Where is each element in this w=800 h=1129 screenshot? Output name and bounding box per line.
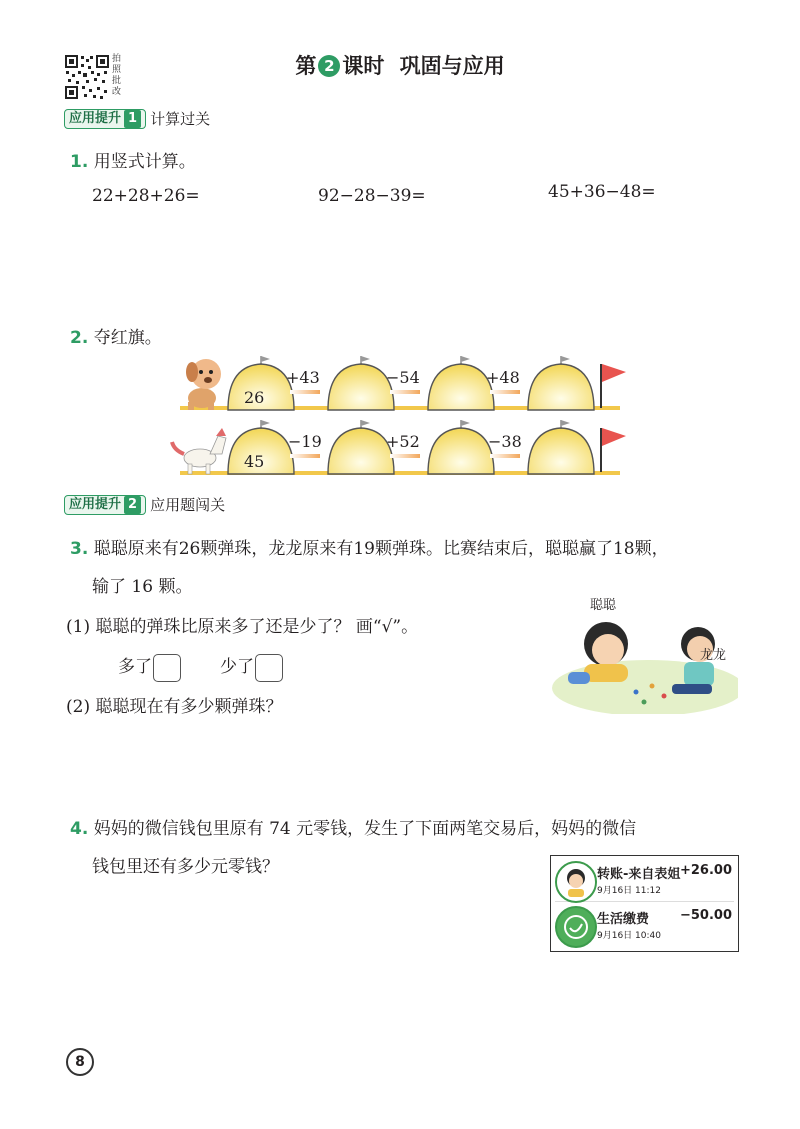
section-tag-label: 应用提升 (69, 496, 122, 512)
op-row2-3: −38 (488, 432, 522, 451)
gate-2-3 (424, 420, 498, 480)
transaction-time-2: 9月16日 10:40 (597, 931, 661, 941)
gate-2-4 (524, 420, 598, 480)
label-longlong: 龙龙 (700, 648, 727, 663)
option-less-checkbox[interactable] (255, 654, 283, 682)
dog-icon (186, 359, 221, 410)
transaction-amount-2: −50.00 (679, 908, 732, 923)
wechat-wallet-card (550, 855, 739, 952)
question-text-4-line1: 妈妈的微信钱包里原有 74 元零钱，发生了下面两笔交易后，妈妈的微信 (93, 819, 637, 839)
sub-question-3-1: (1) 聪聪的弹珠比原来多了还是少了？ 画“√”。 (66, 617, 419, 637)
arrow-row1-1 (290, 390, 320, 394)
calc-item-1: 22+28+26= (92, 186, 200, 206)
gate-1-4 (524, 356, 598, 416)
question-3 (70, 534, 750, 559)
avatar-girl-icon (555, 861, 597, 903)
op-row2-2: +52 (386, 432, 420, 451)
section-header-2 (64, 494, 225, 516)
section-tag-number: 1 (124, 110, 141, 128)
option-more (118, 652, 181, 682)
start-number-row1: 26 (244, 388, 265, 407)
question-text-1: 用竖式计算。 (93, 152, 196, 172)
op-row1-2: −54 (386, 368, 420, 387)
question-number-4: 4. (70, 819, 89, 839)
transaction-row-1 (555, 861, 734, 902)
sub-question-3-2: (2) 聪聪现在有多少颗弹珠？ (66, 697, 283, 717)
gate-2-1 (224, 420, 298, 480)
option-less-label: 少了 (220, 657, 254, 677)
title-suffix: 课时 (342, 54, 385, 78)
question-2 (70, 323, 162, 348)
arrow-row2-1 (290, 454, 320, 458)
calc-item-2: 92−28−39= (318, 186, 426, 206)
title-prefix: 第 (295, 54, 317, 78)
arrow-row2-2 (390, 454, 420, 458)
section-tag-2 (64, 495, 146, 515)
calc-item-3: 45+36−48= (548, 182, 656, 202)
op-row2-1: −19 (288, 432, 322, 451)
transaction-row-2 (555, 906, 734, 946)
question-number-1: 1. (70, 152, 89, 172)
title-name: 巩固与应用 (399, 54, 505, 78)
question-text-3-line2: 输了 16 颗。 (92, 577, 193, 597)
arrow-row1-3 (490, 390, 520, 394)
red-flag-icon (598, 362, 628, 414)
utility-payment-icon (555, 906, 597, 948)
title-number-badge: 2 (318, 55, 340, 77)
section-name-1: 计算过关 (150, 110, 211, 128)
lesson-title (0, 50, 800, 80)
op-row1-1: +43 (286, 368, 320, 387)
transaction-amount-1: +26.00 (679, 863, 732, 878)
section-tag-number: 2 (124, 496, 141, 514)
question-text-4-line2: 钱包里还有多少元零钱？ (92, 857, 279, 877)
op-row1-3: +48 (486, 368, 520, 387)
question-1 (70, 147, 196, 172)
congcong-figure (568, 622, 628, 684)
page-number: 8 (66, 1048, 94, 1076)
section-header-1 (64, 108, 210, 130)
question-number-2: 2. (70, 328, 89, 348)
question-4 (70, 814, 760, 839)
section-name-2: 应用题闯关 (150, 496, 226, 514)
arrow-row1-2 (390, 390, 420, 394)
arrow-row2-3 (490, 454, 520, 458)
transaction-title-2: 生活缴费 (597, 912, 650, 927)
section-tag-1 (64, 109, 146, 129)
question-number-3: 3. (70, 539, 89, 559)
option-more-label: 多了 (118, 657, 152, 677)
red-flag-icon (598, 426, 628, 478)
marbles-illustration (548, 592, 738, 714)
flag-race-illustration (160, 350, 650, 485)
question-text-2: 夺红旗。 (93, 328, 162, 348)
transaction-time-1: 9月16日 11:12 (597, 886, 661, 896)
horse-icon (172, 428, 226, 474)
label-congcong: 聪聪 (590, 598, 617, 613)
qr-caption: 拍照批改 (112, 54, 122, 97)
start-number-row2: 45 (244, 452, 265, 471)
question-text-3-line1: 聪聪原来有26颗弹珠，龙龙原来有19颗弹珠。比赛结束后，聪聪赢了18颗， (93, 539, 669, 559)
option-less (220, 652, 283, 682)
option-more-checkbox[interactable] (153, 654, 181, 682)
transaction-title-1: 转账-来自表姐 (597, 867, 681, 882)
section-tag-label: 应用提升 (69, 110, 122, 126)
